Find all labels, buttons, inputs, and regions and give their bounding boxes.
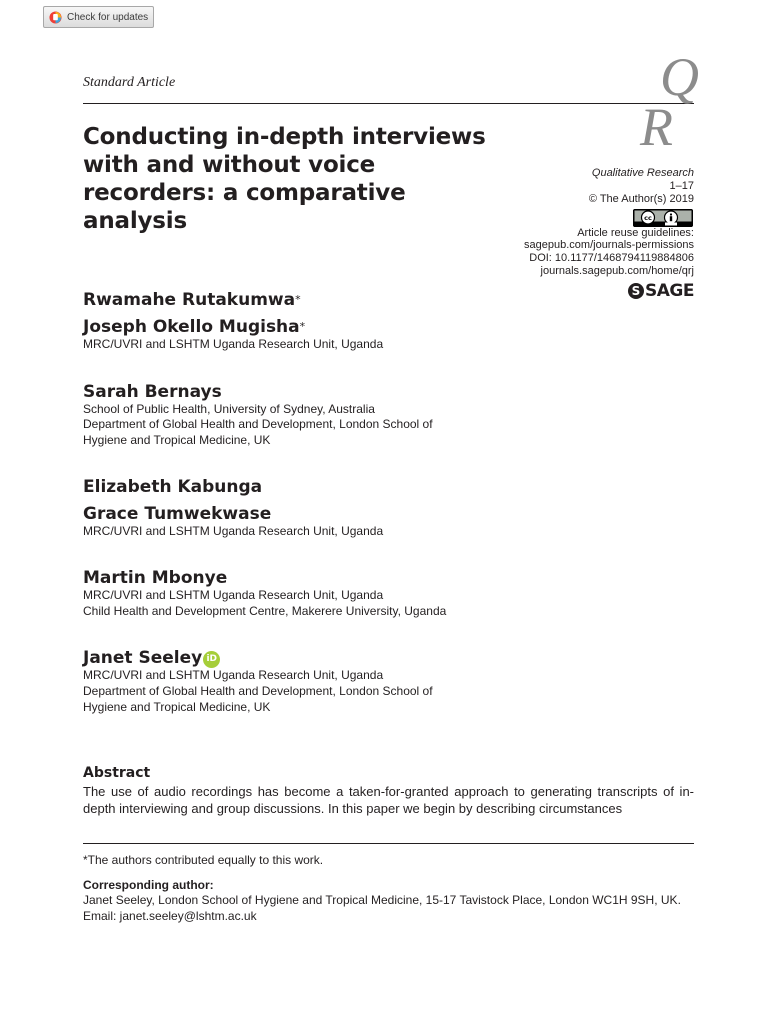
author-affiliation: MRC/UVRI and LSHTM Uganda Research Unit, Uganda [83,668,384,682]
corresponding-author-email[interactable]: Email: janet.seeley@lshtm.ac.uk [83,909,257,923]
author-name: Janet Seeley iD [83,648,220,668]
header-divider [83,103,694,104]
copyright-notice: © The Author(s) 2019 [588,193,694,205]
sage-logo [628,281,694,301]
orcid-icon[interactable]: iD [203,651,220,668]
author-name: Martin Mbonye [83,568,228,588]
author-affiliation: Department of Global Health and Development, London School of Hygiene and Tropical Medicine, UK [83,684,433,714]
article-type-label: Standard Article [83,75,176,90]
author-affiliation: MRC/UVRI and LSHTM Uganda Research Unit, Uganda [83,588,384,602]
author-affiliation: MRC/UVRI and LSHTM Uganda Research Unit, Uganda [83,524,384,538]
sage-logo-mark: S [628,283,644,299]
author-affiliation: Child Health and Development Centre, Makerere University, Uganda [83,604,447,618]
abstract-heading: Abstract [83,765,151,781]
equal-contribution-footnote: *The authors contributed equally to this work. [83,853,324,867]
author-name: Joseph Okello Mugisha* [83,317,306,337]
journal-logo-r: R [640,97,673,157]
sage-logo-text: SAGE [645,281,694,301]
reuse-guidelines-label: Article reuse guidelines: [577,227,694,239]
equal-contribution-mark: * [295,293,301,306]
abstract-text: The use of audio recordings has become a taken-for-granted approach to generating transcripts of in-depth interviewing and group discussions. In this paper we begin by describing circumstances [83,784,694,816]
footnote-divider [83,843,694,844]
author-name: Elizabeth Kabunga [83,477,263,497]
page-range: 1–17 [669,180,694,192]
reuse-guidelines-link[interactable]: sagepub.com/journals-permissions [524,239,694,251]
cc-by-icon [633,209,693,227]
article-title: Conducting in-depth interviews with and without voice recorders: a comparative analysis [83,124,486,234]
author-affiliation: School of Public Health, University of Sydney, Australia [83,402,375,416]
doi-link[interactable]: DOI: 10.1177/1468794119884806 [529,252,694,264]
corresponding-author-label: Corresponding author: [83,878,214,892]
corresponding-author-address: Janet Seeley, London School of Hygiene and Tropical Medicine, 15-17 Tavistock Place, London WC1H 9SH, UK. [83,893,681,907]
journal-homepage-link[interactable]: journals.sagepub.com/home/qrj [540,265,694,277]
check-for-updates-button[interactable] [43,6,154,28]
journal-name: Qualitative Research [591,167,694,179]
author-name: Sarah Bernays [83,382,222,402]
svg-text:cc: cc [644,214,652,222]
crossmark-icon [49,11,62,24]
author-affiliation: Department of Global Health and Development, London School of Hygiene and Tropical Medicine, UK [83,417,433,447]
equal-contribution-mark: * [299,320,306,333]
author-affiliation: MRC/UVRI and LSHTM Uganda Research Unit, Uganda [83,337,384,351]
check-for-updates-label: Check for updates [67,11,149,23]
journal-logo-q: Q [660,47,699,107]
author-name: Grace Tumwekwase [83,504,272,524]
author-name: Rwamahe Rutakumwa* [83,290,301,310]
